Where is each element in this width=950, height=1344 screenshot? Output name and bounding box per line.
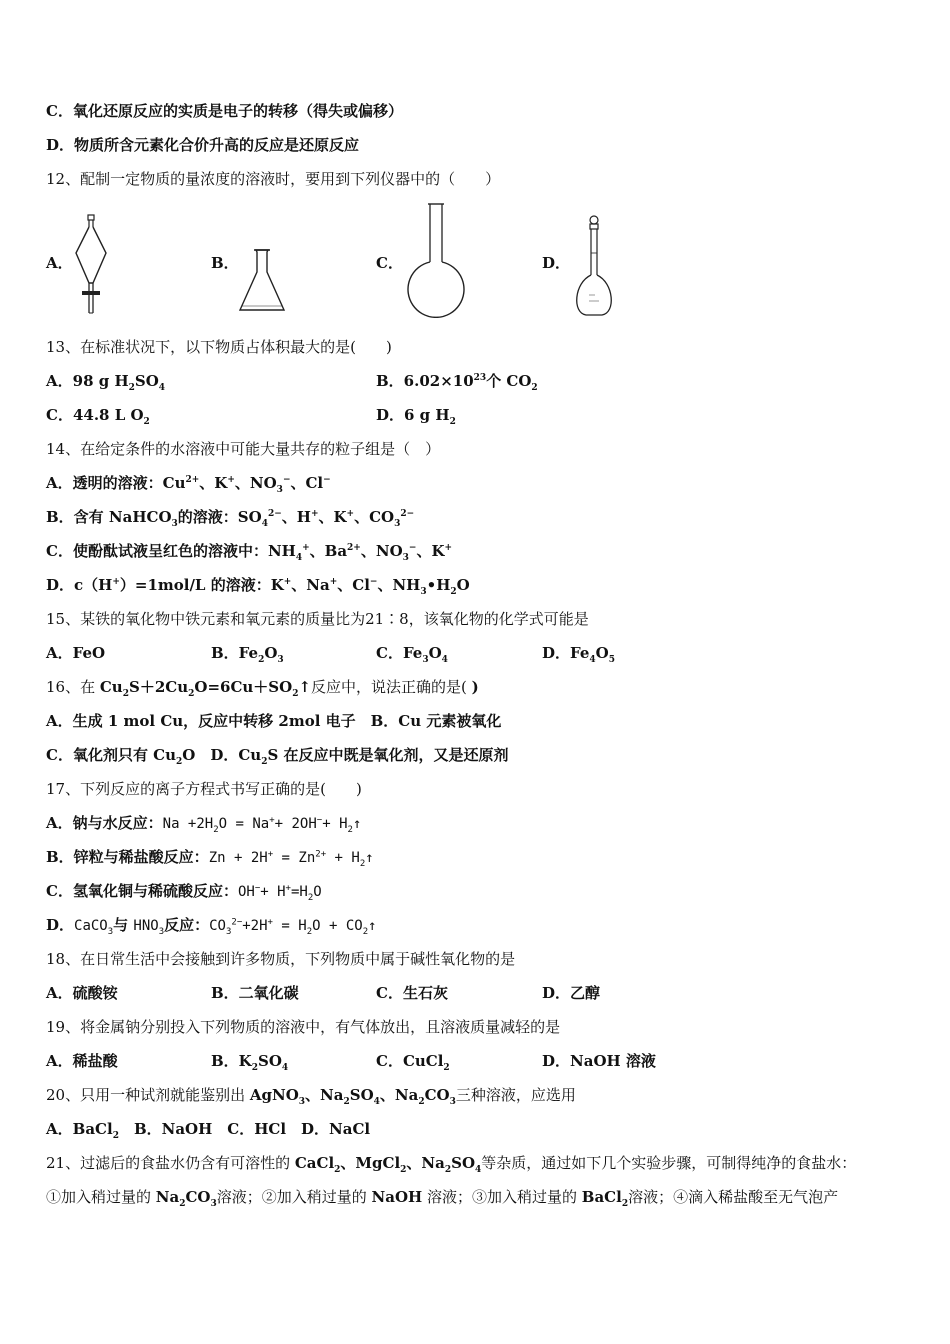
q17-option-b: B．锌粒与稀盐酸反应：$Zn + 2H^+ = Zn^{2+}$ + $H_2↑$ — [46, 848, 374, 869]
q13-option-a: A．98 g $H_2SO_4$ — [46, 372, 166, 393]
q14-option-a: A．透明的溶液：$Cu^{2+}$、K+、$NO_3^-$、Cl− — [46, 474, 331, 495]
q11-option-d: D．物质所含元素化合价升高的反应是还原反应 — [46, 136, 360, 154]
q12-option-b: B． — [211, 254, 239, 272]
q16-options-cd: C．氧化剂只有 $Cu_2O$ D．$Cu_2S$ 在反应中既是氧化剂，又是还原剂 — [46, 746, 509, 767]
q14-option-c: C．使酚酞试液呈红色的溶液中：$NH_4^+$、$Ba^{2+}$、$NO_3^-$、K+ — [46, 542, 453, 563]
q19-option-c: C．CuCl$_2$ — [376, 1052, 450, 1073]
q13-option-d: D．6 g $H_2$ — [376, 406, 456, 427]
q17-option-c: C．氢氧化铜与稀硫酸反应：$OH^-+ H^+=H_2O$ — [46, 882, 322, 903]
conical-flask-figure — [234, 246, 290, 316]
q19-option-b: B．$K_2SO_4$ — [211, 1052, 289, 1073]
q11-option-c: C．氧化还原反应的实质是电子的转移（得失或偏移） — [46, 102, 403, 120]
q18-option-a: A．硫酸铵 — [46, 984, 118, 1002]
volumetric-flask-figure — [570, 213, 618, 319]
q12-option-d: D． — [542, 254, 571, 272]
q17-option-a: A．钠与水反应：$Na +2H_2O = Na^++ 2OH^-+$ $H_2↑$ — [46, 814, 362, 835]
q18-stem: 18、在日常生活中会接触到许多物质，下列物质中属于碱性氧化物的是 — [46, 950, 516, 968]
q15-option-a: A．FeO — [46, 644, 106, 662]
q18-option-c: C．生石灰 — [376, 984, 448, 1002]
q14-option-d: D．c（H+）=1mol/L 的溶液：K+、Na+、Cl−、$NH_3•H_2O$ — [46, 576, 470, 597]
q15-stem: 15、某铁的氧化物中铁元素和氧元素的质量比为21∶8，该氧化物的化学式可能是 — [46, 610, 589, 628]
q20-stem: 20、只用一种试剂就能鉴别出 AgNO$_3$、$Na_2SO_4$、$Na_2CO_3$三种溶液，应选用 — [46, 1086, 576, 1107]
q17-option-d: D．CaCO$_3$与 $HNO_3$反应：$CO_3^{2-}+2H^+ = H_2O$ + $CO_2↑$ — [46, 916, 377, 937]
q19-option-a: A．稀盐酸 — [46, 1052, 118, 1070]
q21-stem: 21、过滤后的食盐水仍含有可溶性的 CaCl$_2$、MgCl$_2$、$Na_2SO_4$等杂质，通过如下几个实验步骤，可制得纯净的食盐水： — [46, 1154, 857, 1175]
q20-options: A．BaCl$_2$ B．NaOH C．HCl D．NaCl — [46, 1120, 371, 1141]
q18-option-d: D．乙醇 — [542, 984, 601, 1002]
q21-steps: ①加入稍过量的 $Na_2CO_3$溶液；②加入稍过量的 NaOH 溶液；③加入稍过量的 BaCl$_2$溶液；④滴入稀盐酸至无气泡产 — [46, 1188, 839, 1209]
q15-option-b: B．$Fe_2O_3$ — [211, 644, 284, 665]
q14-stem: 14、在给定条件的水溶液中可能大量共存的粒子组是（ ） — [46, 440, 441, 458]
q18-option-b: B．二氧化碳 — [211, 984, 299, 1002]
q13-option-b: B．$6.02\times 10^{23}$个 $CO_2$ — [376, 372, 538, 393]
q15-option-c: C．$Fe_3O_4$ — [376, 644, 448, 665]
q13-option-c: C．44.8 L $O_2$ — [46, 406, 150, 427]
q15-option-d: D．$Fe_4O_5$ — [542, 644, 615, 665]
q12-stem: 12、配制一定物质的量浓度的溶液时，要用到下列仪器中的（ ） — [46, 170, 501, 188]
q19-stem: 19、将金属钠分别投入下列物质的溶液中，有气体放出，且溶液质量减轻的是 — [46, 1018, 561, 1036]
round-bottom-flask-figure — [404, 200, 468, 318]
q17-stem: 17、下列反应的离子方程式书写正确的是( ) — [46, 780, 362, 798]
q14-option-b: B．含有 NaHCO$_3$的溶液：$SO_4^{2-}$、H+、K+、$CO_3^{2-}$ — [46, 508, 415, 529]
q16-stem: 16、在 $Cu_2S+2Cu_2O=6Cu+SO_2↑$反应中，说法正确的是( ) — [46, 678, 479, 699]
q12-option-a: A． — [46, 254, 73, 272]
q19-option-d: D．NaOH 溶液 — [542, 1052, 656, 1070]
separatory-funnel-figure — [70, 213, 114, 318]
q16-options-ab: A．生成 1 mol Cu，反应中转移 2mol 电子 B．Cu 元素被氧化 — [46, 712, 502, 730]
q13-stem: 13、在标准状况下，以下物质占体积最大的是( ) — [46, 338, 392, 356]
q12-option-c: C． — [376, 254, 403, 272]
